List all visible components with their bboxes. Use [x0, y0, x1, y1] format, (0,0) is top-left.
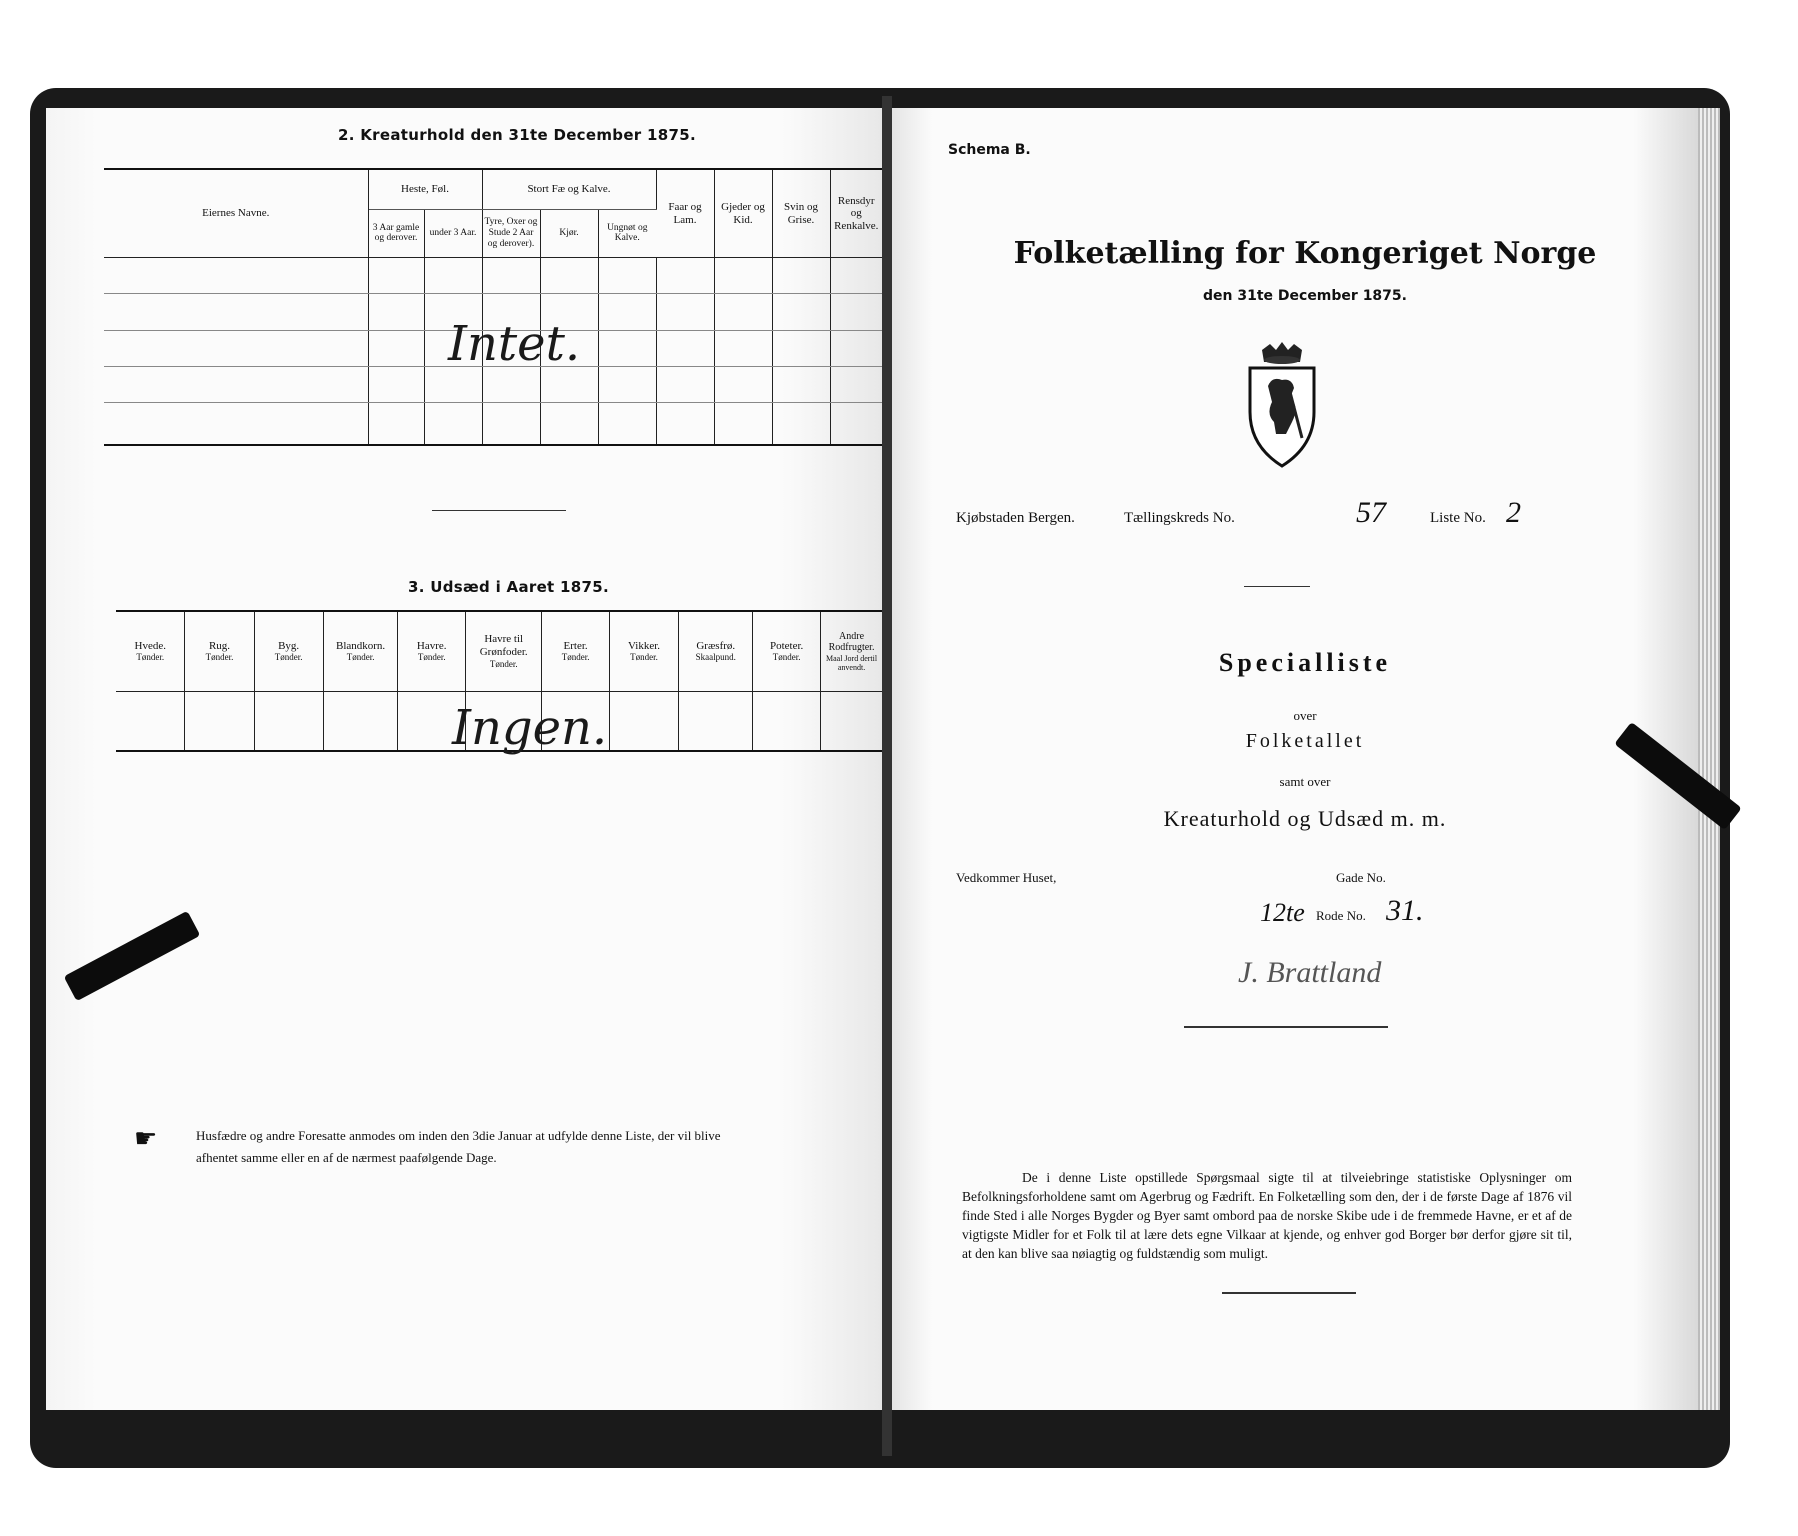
list-value: 2 — [1506, 496, 1521, 529]
divider — [1222, 1292, 1356, 1294]
specialliste-heading: Specialliste — [1218, 648, 1392, 677]
col-graesfro: Græsfrø. Skaalpund. — [679, 611, 753, 691]
handwritten-intet: Intet. — [448, 316, 581, 372]
header-horses-young: under 3 Aar. — [424, 209, 482, 257]
rode-prefix-value: 12te — [1260, 898, 1305, 927]
notice-line-2: afhentet samme eller en af de nærmest paafølgende Dage. — [196, 1150, 497, 1165]
rode-label: Rode No. — [1316, 908, 1366, 923]
handwritten-ingen: Ingen. — [452, 700, 608, 756]
col-poteter: Poteter. Tønder. — [753, 611, 821, 691]
section3-title: 3. Udsæd i Aaret 1875. — [408, 578, 609, 596]
col-hvede: Hvede. Tønder. — [116, 611, 185, 691]
divider — [432, 510, 566, 511]
header-owner: Eiernes Navne. — [104, 169, 368, 258]
document-title: Folketælling for Kongeriget Norge — [1013, 236, 1597, 271]
header-pigs: Svin og Grise. — [772, 169, 830, 258]
table-row — [104, 258, 882, 294]
col-havre: Havre. Tønder. — [398, 611, 465, 691]
livestock-table — [104, 168, 882, 446]
table-row — [104, 403, 882, 445]
col-vikker: Vikker. Tønder. — [609, 611, 679, 691]
folketallet-text: Folketallet — [1245, 730, 1365, 752]
city-label: Kjøbstaden Bergen. — [956, 510, 1075, 526]
rode-value: 31. — [1386, 894, 1424, 927]
document-subtitle: den 31te December 1875. — [1203, 288, 1407, 304]
col-blandkorn: Blandkorn. Tønder. — [323, 611, 398, 691]
col-havre-gronfoder: Havre til Grønfoder. Tønder. — [465, 611, 541, 691]
header-goats: Gjeder og Kid. — [714, 169, 772, 258]
house-label: Vedkommer Huset, — [956, 870, 1057, 885]
circuit-label: Tællingskreds No. — [1124, 510, 1235, 526]
schema-label: Schema B. — [948, 142, 1031, 158]
circuit-value: 57 — [1356, 496, 1386, 529]
header-reindeer: Rensdyr og Renkalve. — [830, 169, 882, 258]
col-byg: Byg. Tønder. — [254, 611, 323, 691]
divider — [1244, 586, 1310, 587]
header-cattle-cows: Kjør. — [540, 209, 598, 257]
kreaturhold-text: Kreaturhold og Udsæd m. m. — [1163, 806, 1447, 831]
pointing-hand-icon: ☛ — [134, 1124, 158, 1153]
header-cattle-young: Ungnøt og Kalve. — [598, 209, 656, 257]
notice-line-1: Husfædre og andre Foresatte anmodes om inden den 3die Januar at udfylde denne Liste, der vil blive — [196, 1128, 721, 1143]
norway-coat-of-arms-icon — [1242, 342, 1322, 468]
street-label: Gade No. — [1336, 870, 1386, 885]
page-edges — [1698, 108, 1720, 1410]
header-horses-old: 3 Aar gamle og derover. — [368, 209, 424, 257]
divider — [1184, 1026, 1388, 1028]
col-andre-rodfrugter: Andre Rodfrugter. Maal Jord dertil anvendt. — [821, 611, 882, 691]
header-cattle: Stort Fæ og Kalve. — [482, 169, 656, 209]
header-cattle-bulls: Tyre, Oxer og Stude 2 Aar og derover). — [482, 209, 540, 257]
col-rug: Rug. Tønder. — [185, 611, 254, 691]
signature: J. Brattland — [1238, 956, 1382, 989]
over-text: over — [1293, 708, 1317, 723]
header-sheep: Faar og Lam. — [656, 169, 714, 258]
col-erter: Erter. Tønder. — [542, 611, 609, 691]
book-gutter — [882, 96, 892, 1456]
samt-over-text: samt over — [1279, 774, 1331, 789]
info-paragraph: De i denne Liste opstillede Spørgsmaal sigte til at tilveiebringe statistiske Oplysninger om Befolkningsforholdene samt om Agerbrug og Fædrift. En Folketælling som den, der i de første Dage af 1876 vil finde Sted i alle Norges Bygder og Byer samt ombord paa de norske Skibe ude i de fremmede Havne, er et af de vigtigste Midler for et Folk til at lære dets egne Vilkaar at kjende, og enhver god Borger bør derfor gjøre sit til, at den kan blive saa nøiagtig og fuldstændig som muligt. — [962, 1170, 1572, 1261]
header-horses: Heste, Føl. — [368, 169, 482, 209]
list-label: Liste No. — [1430, 510, 1486, 526]
section2-title: 2. Kreaturhold den 31te December 1875. — [338, 126, 696, 144]
